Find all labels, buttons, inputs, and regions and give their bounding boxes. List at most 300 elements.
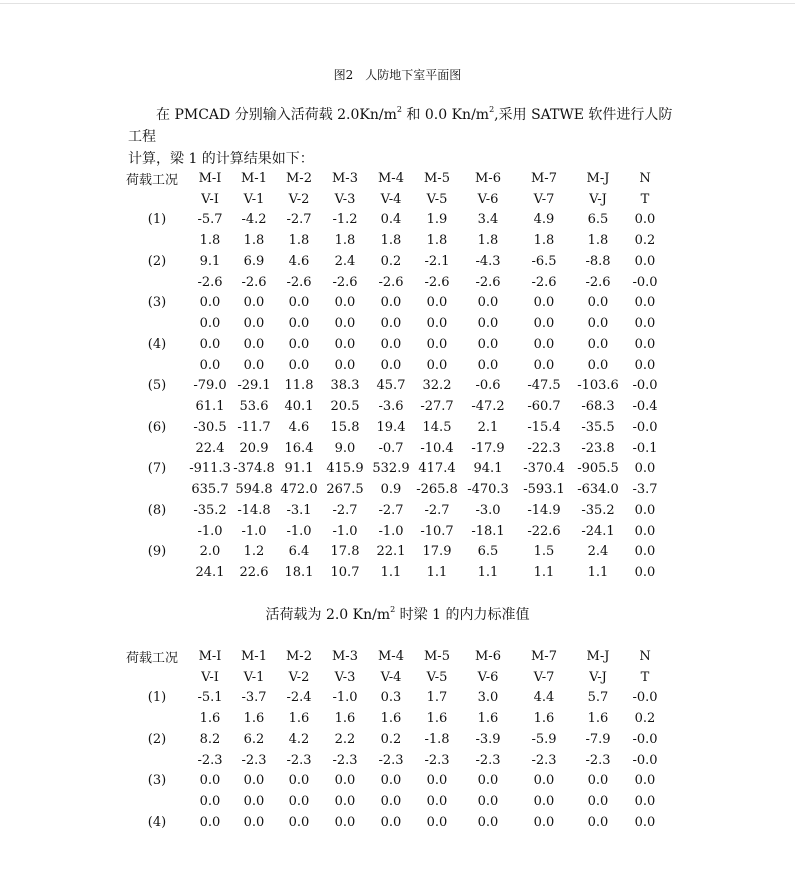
moment-cell: 0.2 [380, 731, 402, 747]
table-row [126, 293, 666, 314]
shear-cell: -47.2 [471, 399, 505, 415]
moment-cell: 0.0 [380, 336, 402, 352]
moment-cell: 3.4 [477, 212, 499, 228]
shear-cell: -3.7 [632, 482, 658, 498]
table-row [126, 562, 666, 583]
internal-force-table-1 [126, 168, 666, 583]
moment-cell: 0.0 [426, 814, 448, 830]
shear-cell: 16.4 [284, 440, 314, 456]
paragraph-sup-2: 2 [489, 105, 495, 115]
header-cell: M-6 [475, 648, 501, 664]
paragraph-line2: 计算，梁 1 的计算结果如下： [128, 151, 314, 167]
shear-cell: -1.0 [332, 523, 358, 539]
moment-cell: -103.6 [577, 378, 619, 394]
table-row [126, 272, 666, 293]
table-row [126, 355, 666, 376]
header-cell: M-2 [286, 648, 312, 664]
shear-cell: 0.0 [587, 357, 609, 373]
moment-cell: 0.0 [288, 773, 310, 789]
table1-caption-b: 时梁 1 的内力标准值 [395, 607, 530, 623]
shear-cell: 1.6 [426, 711, 448, 727]
moment-cell: 0.0 [199, 814, 221, 830]
moment-cell: 0.0 [288, 814, 310, 830]
header-cell: V-5 [426, 669, 448, 685]
table-row [126, 521, 666, 542]
table-label-spacer [126, 667, 188, 688]
moment-cell: -0.0 [632, 378, 658, 394]
shear-cell: 1.6 [334, 711, 356, 727]
shear-cell: 20.9 [239, 440, 269, 456]
load-case-label: (9) [147, 544, 167, 560]
load-case-label: (2) [147, 253, 167, 269]
table-row [126, 438, 666, 459]
shear-cell: -3.6 [378, 399, 404, 415]
shear-cell: 1.6 [380, 711, 402, 727]
header-cell: V-I [201, 191, 219, 207]
moment-cell: 0.0 [199, 295, 221, 311]
shear-cell: 0.0 [380, 357, 402, 373]
table-row [126, 542, 666, 563]
shear-cell: 0.0 [477, 316, 499, 332]
moment-cell: 0.0 [634, 295, 656, 311]
moment-cell: -0.0 [632, 419, 658, 435]
moment-cell: -370.4 [523, 461, 565, 477]
table-label-spacer [126, 189, 188, 210]
moment-cell: 1.9 [426, 212, 448, 228]
moment-cell: -905.5 [577, 461, 619, 477]
load-case-label: (4) [147, 336, 167, 352]
internal-force-table-2 [126, 646, 666, 833]
table-row [126, 251, 666, 272]
shear-cell: 0.2 [634, 233, 656, 249]
moment-cell: 0.0 [334, 814, 356, 830]
shear-cell: 0.2 [634, 711, 656, 727]
header-cell: M-I [198, 648, 222, 664]
load-case-spacer [126, 355, 188, 376]
header-cell: V-7 [533, 191, 555, 207]
moment-cell: 0.0 [243, 295, 265, 311]
shear-cell: 635.7 [191, 482, 229, 498]
moment-cell: -35.2 [581, 502, 615, 518]
shear-cell: 0.0 [634, 316, 656, 332]
moment-cell: 0.3 [380, 690, 402, 706]
shear-cell: -470.3 [467, 482, 509, 498]
table-row [126, 729, 666, 750]
header-cell: V-1 [243, 669, 265, 685]
moment-cell: -2.7 [378, 502, 404, 518]
load-case-spacer [126, 479, 188, 500]
moment-cell: 0.0 [634, 212, 656, 228]
shear-cell: 0.0 [634, 523, 656, 539]
moment-cell: 0.0 [426, 773, 448, 789]
shear-cell: 0.0 [334, 316, 356, 332]
header-cell: V-2 [288, 191, 310, 207]
moment-cell: 0.0 [288, 336, 310, 352]
shear-cell: 1.8 [477, 233, 499, 249]
table1-caption-sup: 2 [390, 605, 396, 615]
shear-cell: 0.0 [587, 794, 609, 810]
header-cell: V-3 [334, 191, 356, 207]
moment-cell: 0.0 [426, 295, 448, 311]
header-cell: V-I [201, 669, 219, 685]
moment-cell: -3.1 [286, 502, 312, 518]
header-cell: V-1 [243, 191, 265, 207]
moment-cell: 0.2 [380, 253, 402, 269]
shear-cell: 0.9 [380, 482, 402, 498]
load-case-label: (4) [147, 814, 167, 830]
moment-cell: 6.5 [477, 544, 499, 560]
moment-cell: 4.4 [533, 690, 555, 706]
moment-cell: 2.1 [477, 419, 499, 435]
moment-cell: 0.0 [634, 773, 656, 789]
load-case-spacer [126, 313, 188, 334]
moment-cell: -35.5 [581, 419, 615, 435]
moment-cell: 0.0 [334, 773, 356, 789]
moment-cell: 0.0 [199, 773, 221, 789]
shear-cell: 0.0 [634, 357, 656, 373]
shear-cell: 0.0 [243, 316, 265, 332]
shear-cell: 0.0 [634, 565, 656, 581]
shear-cell: -2.6 [286, 274, 312, 290]
moment-cell: 0.0 [243, 336, 265, 352]
shear-cell: 472.0 [280, 482, 318, 498]
load-case-label: (2) [147, 731, 167, 747]
moment-cell: -0.0 [632, 731, 658, 747]
moment-cell: 0.0 [380, 295, 402, 311]
moment-cell: 4.9 [533, 212, 555, 228]
shear-cell: 1.6 [533, 711, 555, 727]
load-case-spacer [126, 438, 188, 459]
shear-cell: -2.3 [531, 752, 557, 768]
shear-cell: 9.0 [334, 440, 356, 456]
moment-cell: -2.7 [286, 212, 312, 228]
table1-caption-a: 活荷载为 2.0 Kn/m [265, 607, 391, 623]
shear-cell: 0.0 [288, 316, 310, 332]
header-cell: M-1 [241, 170, 267, 186]
table-label: 荷载工况 [126, 172, 179, 188]
moment-cell: 5.7 [587, 690, 609, 706]
shear-cell: 0.0 [634, 794, 656, 810]
header-cell: V-4 [380, 669, 402, 685]
shear-cell: 40.1 [284, 399, 314, 415]
moment-cell: 6.2 [243, 731, 265, 747]
moment-cell: 0.0 [334, 336, 356, 352]
moment-cell: -0.6 [475, 378, 501, 394]
table-row [126, 334, 666, 355]
paragraph-line1-c: ,采用 SATWE 软件进行人防工程 [128, 107, 673, 145]
shear-cell: 1.6 [243, 711, 265, 727]
shear-cell: 0.0 [243, 794, 265, 810]
shear-cell: 1.1 [426, 565, 448, 581]
moment-cell: -2.7 [424, 502, 450, 518]
shear-cell: 1.6 [477, 711, 499, 727]
shear-cell: 1.1 [587, 565, 609, 581]
header-cell: M-7 [531, 170, 557, 186]
shear-cell: -2.3 [424, 752, 450, 768]
moment-cell: 0.0 [477, 336, 499, 352]
table-row [126, 459, 666, 480]
shear-cell: 22.6 [239, 565, 269, 581]
table-label: 荷载工况 [126, 650, 179, 666]
moment-cell: -3.9 [475, 731, 501, 747]
header-cell: T [640, 669, 650, 685]
moment-cell: -911.3 [189, 461, 231, 477]
moment-cell: -47.5 [527, 378, 561, 394]
shear-cell: -2.3 [332, 752, 358, 768]
moment-cell: 0.0 [380, 773, 402, 789]
shear-cell: 1.8 [533, 233, 555, 249]
shear-cell: 0.0 [334, 794, 356, 810]
moment-cell: 0.0 [334, 295, 356, 311]
shear-cell: 267.5 [326, 482, 364, 498]
shear-cell: -1.0 [197, 523, 223, 539]
shear-cell: -27.7 [420, 399, 454, 415]
moment-cell: 2.0 [199, 544, 221, 560]
moment-cell: 0.0 [587, 814, 609, 830]
shear-cell: 1.6 [587, 711, 609, 727]
shear-cell: -18.1 [471, 523, 505, 539]
load-case-spacer [126, 272, 188, 293]
load-case-label: (1) [147, 690, 167, 706]
moment-cell: -1.2 [332, 212, 358, 228]
moment-cell: 38.3 [330, 378, 360, 394]
moment-cell: -2.7 [332, 502, 358, 518]
moment-cell: -5.1 [197, 690, 223, 706]
moment-cell: 0.0 [477, 814, 499, 830]
load-case-label: (6) [147, 419, 167, 435]
header-cell: N [639, 648, 651, 664]
figure-caption: 图2 人防地下室平面图 [333, 68, 462, 82]
shear-cell: 1.8 [380, 233, 402, 249]
header-cell: V-6 [477, 191, 499, 207]
moment-cell: 0.0 [587, 773, 609, 789]
header-cell: M-5 [424, 648, 450, 664]
header-cell: M-4 [378, 170, 404, 186]
shear-cell: 53.6 [239, 399, 269, 415]
shear-cell: -2.3 [241, 752, 267, 768]
shear-cell: -17.9 [471, 440, 505, 456]
load-case-spacer [126, 521, 188, 542]
shear-cell: -593.1 [523, 482, 565, 498]
moment-cell: 0.0 [634, 461, 656, 477]
shear-cell: -2.3 [286, 752, 312, 768]
shear-cell: 10.7 [330, 565, 360, 581]
header-cell: M-J [586, 170, 610, 186]
moment-cell: 0.0 [380, 814, 402, 830]
moment-cell: 0.0 [477, 773, 499, 789]
shear-cell: 0.0 [334, 357, 356, 373]
table-row [126, 396, 666, 417]
shear-cell: -2.6 [241, 274, 267, 290]
table1-caption [0, 604, 795, 624]
moment-cell: -1.0 [332, 690, 358, 706]
moment-cell: 0.0 [634, 336, 656, 352]
table-row [126, 313, 666, 334]
shear-cell: -634.0 [577, 482, 619, 498]
moment-cell: -4.2 [241, 212, 267, 228]
moment-cell: -5.9 [531, 731, 557, 747]
header-cell: V-3 [334, 669, 356, 685]
moment-cell: 2.4 [334, 253, 356, 269]
table-row [126, 812, 666, 833]
moment-cell: 0.0 [587, 295, 609, 311]
moment-cell: -0.0 [632, 690, 658, 706]
shear-cell: 1.6 [288, 711, 310, 727]
header-cell: T [640, 191, 650, 207]
load-case-spacer [126, 396, 188, 417]
header-cell: V-2 [288, 669, 310, 685]
shear-cell: 0.0 [533, 794, 555, 810]
table-row [126, 791, 666, 812]
moment-cell: 17.8 [330, 544, 360, 560]
moment-cell: 0.0 [477, 295, 499, 311]
shear-cell: 0.0 [199, 357, 221, 373]
shear-cell: 0.0 [243, 357, 265, 373]
moment-cell: 0.0 [533, 814, 555, 830]
shear-cell: 22.4 [195, 440, 225, 456]
table-row [126, 417, 666, 438]
shear-cell: 594.8 [235, 482, 273, 498]
shear-cell: 0.0 [533, 316, 555, 332]
table-row [126, 210, 666, 231]
shear-cell: -23.8 [581, 440, 615, 456]
moment-cell: 0.0 [243, 814, 265, 830]
shear-cell: 20.5 [330, 399, 360, 415]
moment-cell: 45.7 [376, 378, 406, 394]
shear-cell: -68.3 [581, 399, 615, 415]
shear-cell: 0.0 [533, 357, 555, 373]
header-cell: V-4 [380, 191, 402, 207]
shear-cell: 1.8 [288, 233, 310, 249]
load-case-label: (1) [147, 212, 167, 228]
shear-cell: 24.1 [195, 565, 225, 581]
shear-cell: -0.0 [632, 752, 658, 768]
moment-cell: 15.8 [330, 419, 360, 435]
moment-cell: 8.2 [199, 731, 221, 747]
header-cell: M-3 [332, 648, 358, 664]
header-cell: M-3 [332, 170, 358, 186]
shear-cell: 0.0 [477, 357, 499, 373]
moment-cell: 415.9 [326, 461, 364, 477]
paragraph-sup-1: 2 [396, 105, 402, 115]
moment-cell: -3.0 [475, 502, 501, 518]
moment-cell: 94.1 [473, 461, 503, 477]
moment-cell: 14.5 [422, 419, 452, 435]
moment-cell: -11.7 [237, 419, 271, 435]
table-row [126, 771, 666, 792]
header-row [126, 189, 666, 210]
moment-cell: 0.0 [533, 773, 555, 789]
table-row [126, 708, 666, 729]
load-case-label: (7) [147, 461, 167, 477]
header-cell: M-4 [378, 648, 404, 664]
moment-cell: 0.0 [634, 544, 656, 560]
shear-cell: -2.3 [378, 752, 404, 768]
table-row [126, 230, 666, 251]
shear-cell: 1.8 [243, 233, 265, 249]
moment-cell: 0.0 [199, 336, 221, 352]
intro-paragraph [128, 104, 673, 170]
shear-cell: 61.1 [195, 399, 225, 415]
shear-cell: 1.8 [587, 233, 609, 249]
moment-cell: 2.2 [334, 731, 356, 747]
moment-cell: 0.0 [634, 502, 656, 518]
shear-cell: -0.4 [632, 399, 658, 415]
shear-cell: 0.0 [477, 794, 499, 810]
shear-cell: 0.0 [199, 794, 221, 810]
shear-cell: -2.3 [197, 752, 223, 768]
table-row [126, 376, 666, 397]
shear-cell: -2.6 [378, 274, 404, 290]
table-row [126, 479, 666, 500]
moment-cell: -35.2 [193, 502, 227, 518]
shear-cell: 1.1 [380, 565, 402, 581]
moment-cell: -79.0 [193, 378, 227, 394]
moment-cell: 0.0 [533, 295, 555, 311]
moment-cell: 3.0 [477, 690, 499, 706]
shear-cell: 1.8 [334, 233, 356, 249]
shear-cell: -22.3 [527, 440, 561, 456]
moment-cell: 0.4 [380, 212, 402, 228]
moment-cell: -5.7 [197, 212, 223, 228]
moment-cell: 0.0 [587, 336, 609, 352]
moment-cell: -14.9 [527, 502, 561, 518]
header-cell: V-J [589, 191, 607, 207]
header-row [126, 168, 666, 189]
load-case-label: (8) [147, 502, 167, 518]
moment-cell: -29.1 [237, 378, 271, 394]
shear-cell: 0.0 [426, 794, 448, 810]
shear-cell: -2.6 [531, 274, 557, 290]
header-cell: V-7 [533, 669, 555, 685]
shear-cell: 0.0 [587, 316, 609, 332]
moment-cell: 0.0 [634, 253, 656, 269]
shear-cell: -2.6 [585, 274, 611, 290]
moment-cell: -2.1 [424, 253, 450, 269]
moment-cell: 9.1 [199, 253, 221, 269]
moment-cell: 2.4 [587, 544, 609, 560]
shear-cell: -1.0 [241, 523, 267, 539]
moment-cell: -3.7 [241, 690, 267, 706]
table-row [126, 500, 666, 521]
moment-cell: -7.9 [585, 731, 611, 747]
moment-cell: -4.3 [475, 253, 501, 269]
header-cell: M-5 [424, 170, 450, 186]
moment-cell: 4.6 [288, 419, 310, 435]
shear-cell: 18.1 [284, 565, 314, 581]
shear-cell: -0.0 [632, 274, 658, 290]
load-case-label: (5) [147, 378, 167, 394]
page-top-border [0, 3, 795, 4]
shear-cell: 1.1 [477, 565, 499, 581]
load-case-label: (3) [147, 773, 167, 789]
shear-cell: 0.0 [288, 357, 310, 373]
moment-cell: 4.2 [288, 731, 310, 747]
shear-cell: -60.7 [527, 399, 561, 415]
shear-cell: -0.7 [378, 440, 404, 456]
moment-cell: -1.8 [424, 731, 450, 747]
moment-cell: 11.8 [284, 378, 314, 394]
shear-cell: 1.1 [533, 565, 555, 581]
shear-cell: -1.0 [378, 523, 404, 539]
paragraph-line1-a: 在 PMCAD 分别输入活荷载 2.0Kn/m [156, 107, 397, 123]
shear-cell: -265.8 [416, 482, 458, 498]
shear-cell: -2.3 [585, 752, 611, 768]
moment-cell: 6.9 [243, 253, 265, 269]
shear-cell: -10.4 [420, 440, 454, 456]
header-row [126, 667, 666, 688]
load-case-spacer [126, 750, 188, 771]
